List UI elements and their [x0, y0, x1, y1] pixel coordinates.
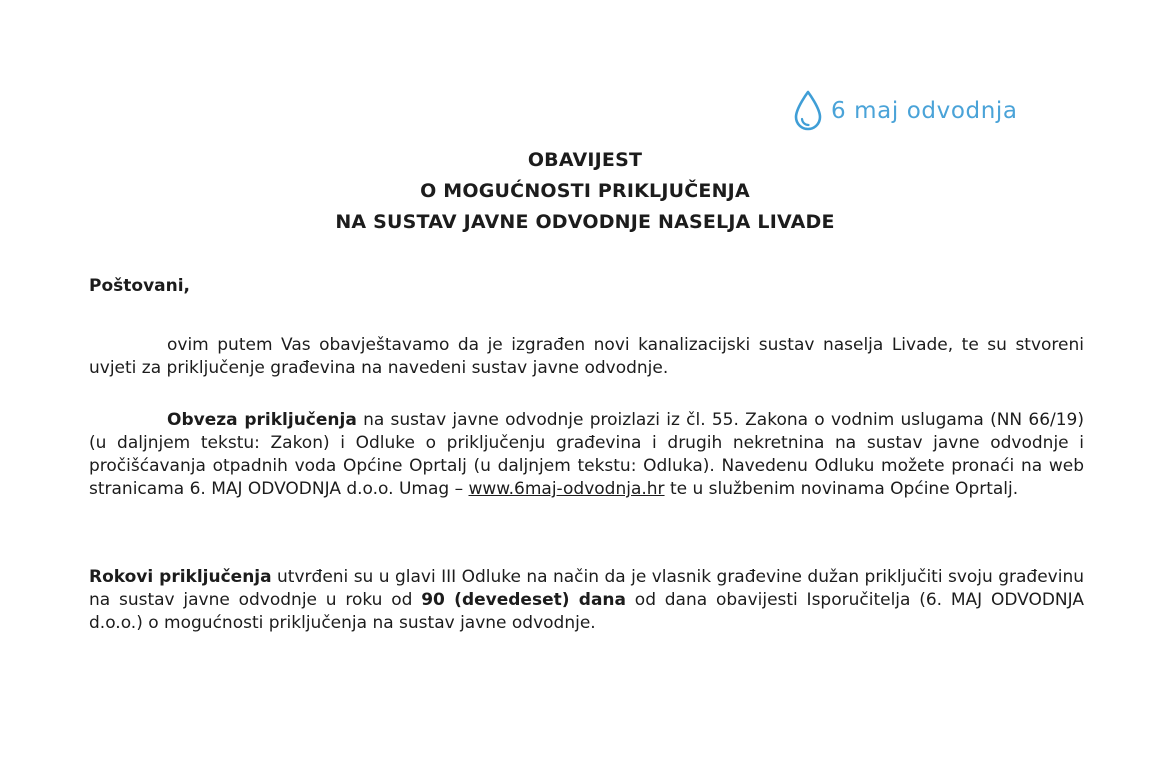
title-line-3: NA SUSTAV JAVNE ODVODNJE NASELJA LIVADE	[335, 211, 835, 233]
paragraph-obligation	[89, 409, 1084, 501]
company-logo	[793, 90, 1018, 132]
document-title	[0, 145, 1170, 238]
title-line-1: OBAVIJEST	[527, 149, 643, 171]
paragraph-deadlines	[89, 566, 1084, 635]
paragraph-intro-text: ovim putem Vas obavještavamo da je izgrađen novi kanalizacijski sustav naselja Livade, te su stvoreni uvjeti za priključenje građevina na navedeni sustav javne odvodnje.	[89, 335, 1084, 378]
deadlines-text: utvrđeni su u glavi III Odluke na način da je vlasnik građevine dužan priključiti svoju građevinu na sustav javne odvodnje u roku od	[89, 567, 1085, 610]
obligation-text: na sustav javne odvodnje proizlazi iz čl. 55. Zakona o vodnim uslugama (NN 66/19) (u daljnjem tekstu: Zakon) i Odluke o priključenju građevina i drugih nekretnina na sustav javne odvodnje i pročišćavanja otpadnih voda Općine Oprtalj (u daljnjem tekstu: Odluka). Navedenu Odluku možete pronaći na web stranicama 6. MAJ ODVODNJA d.o.o. Umag –	[89, 410, 1085, 499]
greeting: Poštovani,	[89, 276, 191, 296]
obligation-heading: Obveza priključenja	[167, 410, 357, 430]
deadlines-text-end: od dana obavijesti Isporučitelja (6. MAJ ODVODNJA d.o.o.) o mogućnosti priključenja na sustav javne odvodnje.	[89, 590, 1084, 633]
website-link[interactable]: www.6maj-odvodnja.hr	[468, 479, 665, 499]
water-drop-icon	[793, 90, 823, 132]
logo-text: 6 maj odvodnja	[831, 98, 1018, 124]
paragraph-intro	[89, 334, 1084, 380]
title-line-2: O MOGUĆNOSTI PRIKLJUČENJA	[420, 180, 750, 202]
obligation-text-end: te u službenim novinama Općine Oprtalj.	[664, 479, 1019, 499]
deadline-value: 90 (devedeset) dana	[421, 590, 627, 610]
deadlines-heading: Rokovi priključenja	[89, 567, 272, 587]
